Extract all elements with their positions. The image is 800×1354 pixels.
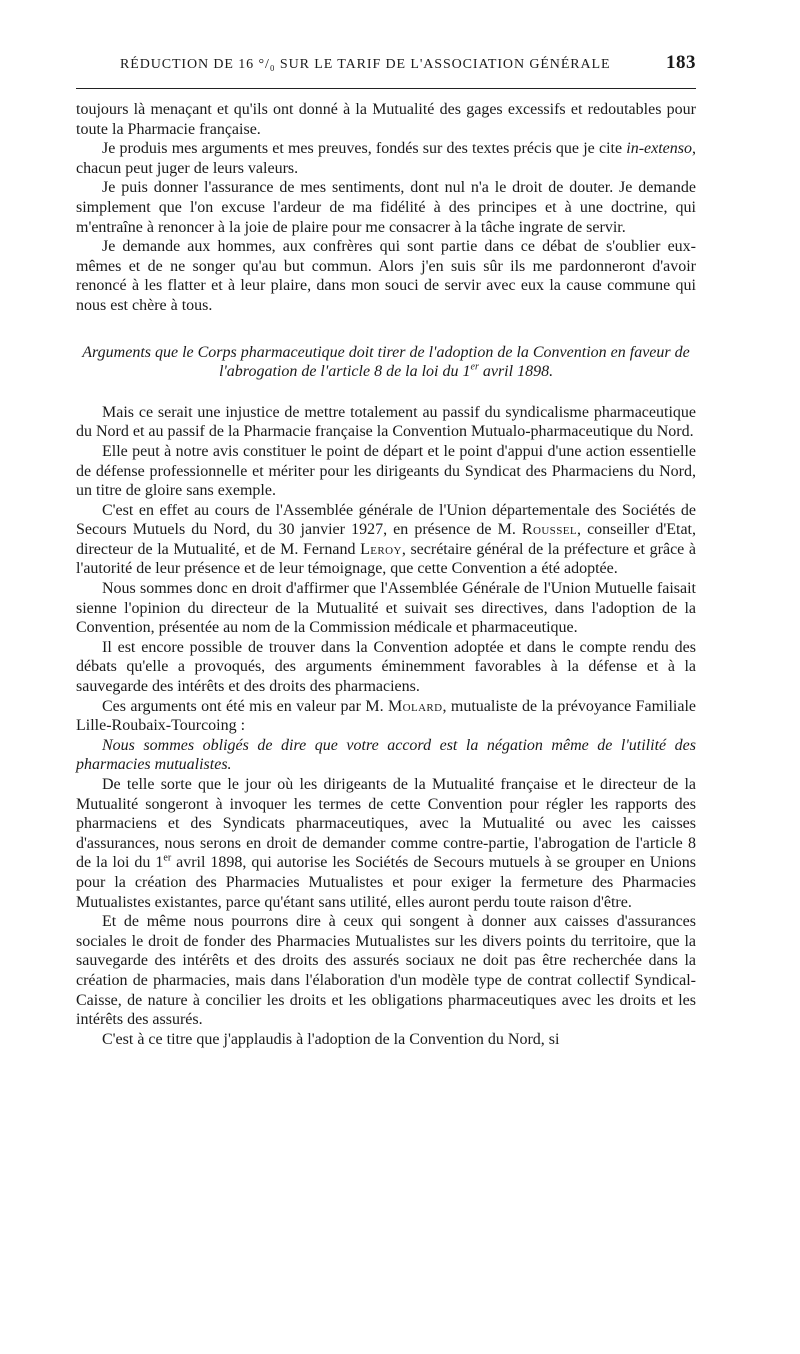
name-leroy: Leroy [360,540,402,558]
paragraph-arguments: Je produis mes arguments et mes preuves, fondés sur des textes précis que je cite in-extenso, chacun peut juger de leurs valeurs. [76,140,696,177]
paragraph-mais: Mais ce serait une injustice de mettre totalement au passif du syndicalisme pharmaceutique du Nord et au passif de la Pharmacie française la Convention Mutualo-pharmaceutique du Nord. [76,403,696,441]
paragraph-ces-arguments: Ces arguments ont été mis en valeur par M. Molard, mutualiste de la prévoyance Familiale Lille-Roubaix-Tourcoing : [76,697,697,735]
paragraph-nous-sommes: Nous sommes donc en droit d'affirmer que l'Assemblée Générale de l'Union Mutuelle faisait sienne l'opinion du directeur de la Mutualité et suivait ses directives, dans l'adoption de la Convention, présentée au nom de la Commission médicale et pharmaceutique. [76,580,696,637]
paragraph-last: C'est à ce titre que j'applaudis à l'adoption de la Convention du Nord, si [102,1030,560,1048]
name-roussel: Roussel [521,521,577,539]
page-number: 183 [666,52,696,73]
paragraph-il-est: Il est encore possible de trouver dans la Convention adoptée et dans le compte rendu des débats qu'elle a provoqués, des arguments éminemment favorables à la défense et à la sauvegarde des intérêts et des droits des pharmaciens. [76,638,696,696]
paragraph-assurance: Je puis donner l'assurance de mes sentiments, dont nul n'a le droit de douter. Je demande simplement que l'on excuse l'ardeur de ma fidélité à des principes et à une doctrine, qui m'entraîne à renoncer à la joie de plaire pour me consacrer à la tâche ingrate de servir. [76,179,696,236]
italic-in-extenso: in-extenso [626,140,692,158]
paragraph-elle: Elle peut à notre avis constituer le point de départ et le point d'appui d'une action essentielle de défense professionnelle et mériter pour les dirigeants du Syndicat des Pharmaciens du Nord, un titre de gloire sans exemple. [76,442,696,500]
paragraph-continuation: toujours là menaçant et qu'ils ont donné à la Mutualité des gages excessifs et redoutables pour toute la Pharmacie française. [76,101,696,138]
section-heading: Arguments que le Corps pharmaceutique doit tirer de l'adoption de la Convention en faveur de l'abrogation de l'article 8 de la loi du 1er avril 1898. [82,343,690,381]
paragraph-demande: Je demande aux hommes, aux confrères qui sont partie dans ce débat de s'oublier eux-mêmes et de ne songer qu'au but commun. Alors j'en suis sûr ils me pardonneront d'avoir renoncé à les flatter et à leur plaire, dans mon souci de servir avec eux la cause commune qui nous est chère à tous. [76,238,696,314]
quotation: Nous sommes obligés de dire que votre accord est la négation même de l'utilité des pharmacies mutualistes. [76,736,696,774]
paragraph-de-telle-sorte: De telle sorte que le jour où les dirigeants de la Mutualité française et le directeur de la Mutualité songeront à invoquer les termes de cette Convention pour régler les rapports des pharmaciens et des Syndicats pharmaceutiques, avec la Mutualité ou avec les caisses d'assurances, nous serons en droit de demander comme contre-partie, l'abrogation de l'article 8 de la loi du 1er avril 1898, qui autorise les Sociétés de Secours mutuels à se grouper en Unions pour la création des Pharmacies Mutualistes et pour exiger la fermeture des Pharmacies Mutualistes existantes, parce qu'étant sans utilité, elles auront perdu toute raison d'être. [76,776,696,911]
name-molard: Molard [387,697,443,715]
running-header [76,52,696,89]
paragraph-assemblee: C'est en effet au cours de l'Assemblée générale de l'Union départementale des Sociétés de Secours Mutuels du Nord, du 30 janvier 1927, en présence de M. Roussel, conseiller d'Etat, directeur de la Mutualité, et de M. Fernand Leroy, secrétaire général de la préfecture et grâce à l'autorité de leur présence et de leur témoignage, que cette Convention a été adoptée. [76,501,697,578]
paragraph-et-de-meme: Et de même nous pourrons dire à ceux qui songent à donner aux caisses d'assurances sociales le droit de fonder des Pharmacies Mutualistes sur les divers points du territoire, que la sauvegarde des intérêts et des droits des assurés sociaux ne doit pas être recherchée dans la création de pharmacies, mais dans l'élaboration d'un modèle type de contrat collectif Syndical-Caisse, de nature à concilier les droits et les obligations pharmaceutiques avec les droits et les intérêts des assurés. [76,913,696,1029]
running-header-title: RÉDUCTION DE 16 °/₀ SUR LE TARIF DE L'ASSOCIATION GÉNÉRALE [120,57,611,72]
